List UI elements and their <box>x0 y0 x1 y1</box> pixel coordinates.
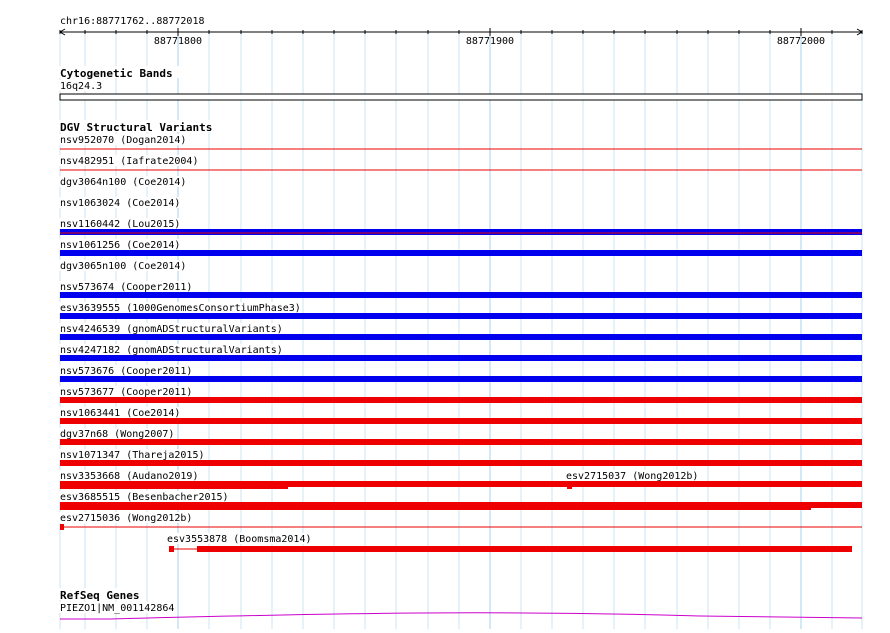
refseq-track[interactable] <box>59 588 862 619</box>
dgv-variant-rows[interactable] <box>59 134 862 508</box>
variant-bar[interactable] <box>60 483 288 489</box>
ruler-tick-label-2: 88771900 <box>465 36 515 47</box>
variant-bar[interactable] <box>60 439 862 445</box>
variant-block[interactable] <box>60 524 64 530</box>
dgv-track[interactable] <box>59 120 862 552</box>
cytoband-bar[interactable] <box>60 94 862 100</box>
variant-label: nsv1063441 (Coe2014) <box>60 408 181 419</box>
variant-label: esv3685515 (Besenbacher2015) <box>60 492 229 503</box>
variant-label: nsv573674 (Cooper2011) <box>60 282 193 293</box>
variant-label: nsv952070 (Dogan2014) <box>60 135 187 146</box>
variant-bar[interactable] <box>197 546 852 552</box>
ruler[interactable] <box>60 16 862 47</box>
gene-model-line[interactable] <box>60 613 862 619</box>
ruler-tick-label-1: 88771800 <box>153 36 203 47</box>
variant-row-esv3553878[interactable] <box>166 533 852 552</box>
gene-label: PIEZO1|NM_001142864 <box>60 603 175 614</box>
variant-label: dgv37n68 (Wong2007) <box>60 429 175 440</box>
variant-label: nsv1063024 (Coe2014) <box>60 198 181 209</box>
variant-label: nsv4247182 (gnomADStructuralVariants) <box>60 345 283 356</box>
variant-label: nsv482951 (Iafrate2004) <box>60 156 199 167</box>
variant-label: nsv4246539 (gnomADStructuralVariants) <box>60 324 283 335</box>
variant-label: dgv3065n100 (Coe2014) <box>60 261 187 272</box>
variant-label: nsv573677 (Cooper2011) <box>60 387 193 398</box>
variant-row-esv3685515[interactable] <box>59 491 811 510</box>
variant-label: esv2715037 (Wong2012b) <box>566 471 699 482</box>
cytoband-track[interactable] <box>59 66 862 100</box>
variant-label: nsv1061256 (Coe2014) <box>60 240 181 251</box>
cytoband-track-title: Cytogenetic Bands <box>60 67 173 80</box>
variant-label: nsv3353668 (Audano2019) <box>60 471 199 482</box>
location-label: chr16:88771762..88772018 <box>60 16 205 27</box>
variant-row[interactable] <box>59 155 862 170</box>
variant-label: esv3639555 (1000GenomesConsortiumPhase3) <box>60 303 301 314</box>
variant-row-esv2715037[interactable] <box>565 470 862 489</box>
variant-row-esv2715036[interactable] <box>59 512 862 530</box>
variant-block[interactable] <box>567 483 572 489</box>
refseq-track-title: RefSeq Genes <box>60 589 140 602</box>
variant-row-nsv3353668[interactable] <box>59 470 288 489</box>
dgv-track-title: DGV Structural Variants <box>60 121 213 134</box>
variant-label: nsv1071347 (Thareja2015) <box>60 450 205 461</box>
variant-label: dgv3064n100 (Coe2014) <box>60 177 187 188</box>
ruler-tick-label-3: 88772000 <box>776 36 826 47</box>
variant-label: nsv573676 (Cooper2011) <box>60 366 193 377</box>
cytoband-label: 16q24.3 <box>60 81 103 92</box>
variant-label: nsv1160442 (Lou2015) <box>60 219 181 230</box>
variant-row[interactable] <box>59 134 862 149</box>
variant-label: esv2715036 (Wong2012b) <box>60 513 193 524</box>
variant-label: esv3553878 (Boomsma2014) <box>167 534 312 545</box>
variant-block[interactable] <box>169 546 174 552</box>
variant-bar[interactable] <box>60 504 811 510</box>
